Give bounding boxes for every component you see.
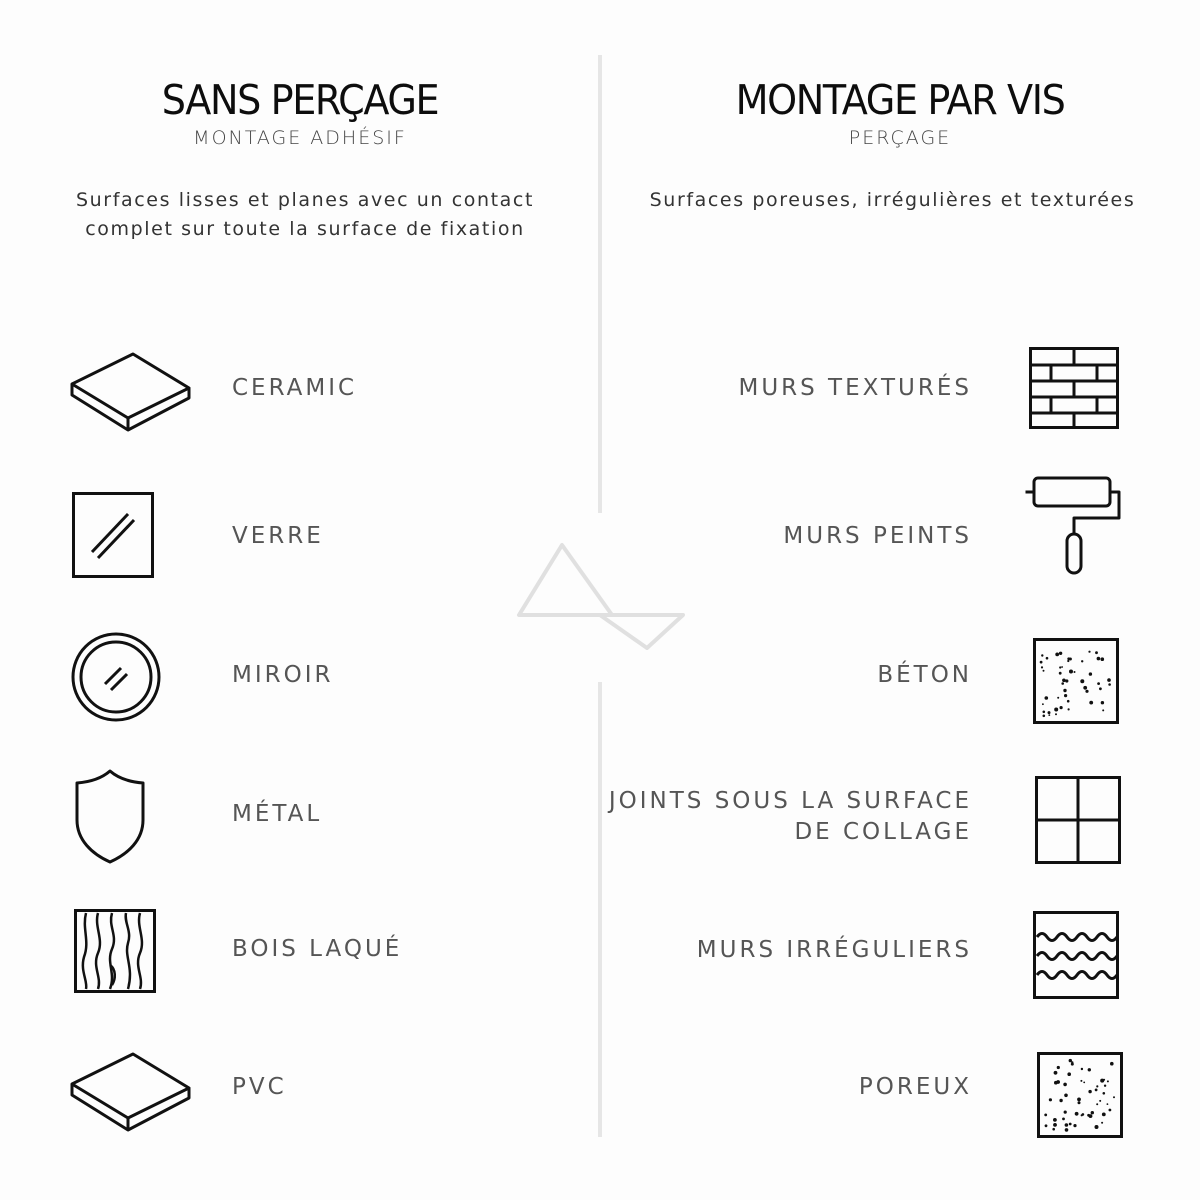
item-label-ceramic: CERAMIC — [232, 375, 358, 401]
tile-grid-icon — [1035, 776, 1121, 864]
left-title: SANS PERÇAGE — [161, 76, 439, 124]
tile-icon — [68, 350, 193, 434]
right-header — [600, 76, 1200, 150]
concrete-icon — [1033, 638, 1119, 724]
item-label-murs-peints: MURS PEINTS — [783, 523, 972, 549]
tile-icon — [68, 1050, 193, 1134]
item-label-beton: BÉTON — [877, 662, 972, 688]
item-label-miroir: MIROIR — [232, 662, 334, 688]
item-label-poreux: POREUX — [858, 1074, 972, 1100]
item-label-murs-textures: MURS TEXTURÉS — [738, 375, 972, 401]
item-label-metal: MÉTAL — [232, 801, 323, 827]
left-header — [0, 76, 600, 150]
concrete-icon — [1033, 638, 1119, 724]
item-label-joints — [609, 786, 972, 848]
porous-icon — [1037, 1052, 1123, 1138]
round-mirror-icon — [71, 632, 161, 722]
right-subtitle: PERÇAGE — [848, 127, 952, 149]
glass-pane-icon — [72, 492, 154, 578]
paint-roller-icon — [1024, 474, 1124, 576]
wavy-wall-icon — [1033, 911, 1119, 999]
right-title: MONTAGE PAR VIS — [735, 76, 1065, 124]
item-label-joints-line1: JOINTS SOUS LA SURFACE — [608, 788, 972, 814]
right-description: Surfaces poreuses, irrégulières et texturées — [649, 189, 1136, 211]
item-label-pvc: PVC — [232, 1074, 287, 1100]
brick-wall-icon — [1029, 347, 1121, 431]
item-label-joints-line2: DE COLLAGE — [794, 819, 972, 845]
item-label-verre: VERRE — [232, 523, 324, 549]
shield-icon — [74, 768, 146, 866]
brand-logo-icon — [505, 535, 695, 660]
center-divider-bottom — [598, 682, 602, 1137]
porous-icon — [1037, 1052, 1123, 1138]
left-subtitle: MONTAGE ADHÉSIF — [193, 127, 407, 149]
item-label-bois-laque: BOIS LAQUÉ — [232, 936, 403, 962]
wood-grain-icon — [74, 909, 156, 993]
item-label-murs-irreguliers: MURS IRRÉGULIERS — [696, 937, 972, 963]
left-description: Surfaces lisses et planes avec un contact complet sur toute la surface de fixation — [75, 189, 535, 240]
